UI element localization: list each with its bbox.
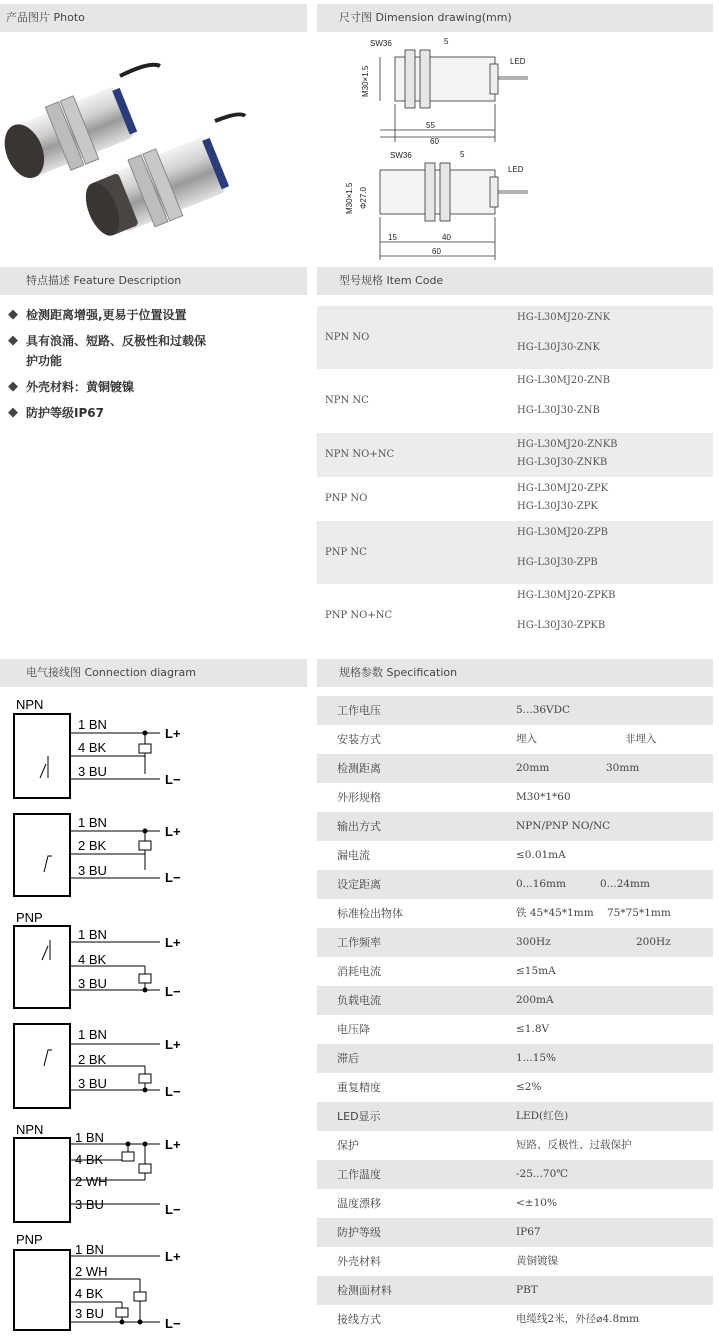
conn-3-lminus: L− [165,984,181,999]
spec-row [317,725,713,754]
spec-row [317,957,713,986]
spec-row [317,1131,713,1160]
conn-npn-label: NPN [16,697,44,712]
spec-value-2: 200Hz [636,936,671,948]
spec-row [317,783,713,812]
dim-led-bottom: LED [508,165,524,174]
spec-value: 200mA [516,994,554,1006]
spec-value: -25...70℃ [516,1168,569,1180]
spec-row [317,1189,713,1218]
spec-value: ≤15mA [516,965,556,977]
dim-sw-bottom: SW36 [390,151,412,160]
spec-key: 滞后 [337,1052,359,1065]
spec-key: 检测距离 [337,762,381,775]
conn-4-bu: 3 BU [78,1076,107,1091]
spec-value: 5...36VDC [516,704,571,716]
spec-value: 1...15% [516,1052,557,1064]
dim-55: 55 [426,121,435,130]
dim-diameter: Φ27.0 [359,187,368,209]
feature-header: 特点描述 Feature Description [0,267,307,295]
item-code-row: PNP NC HG-L30MJ20-ZPB HG-L30J30-ZPB [317,521,713,584]
conn-pnp-label-2: PNP [16,1232,43,1247]
spec-key: 重复精度 [337,1081,381,1094]
conn-2-bk: 2 BK [78,838,107,853]
conn-5-lminus: L− [165,1202,181,1217]
spec-key: 工作温度 [337,1168,381,1181]
conn-3-bu: 3 BU [78,976,107,991]
spec-row [317,1102,713,1131]
spec-value: LED(红色) [516,1110,569,1122]
conn-2-bn: 1 BN [78,815,107,830]
spec-value: M30*1*60 [516,791,571,803]
spec-key: 漏电流 [337,849,370,862]
specification-header: 规格参数 Specification [317,659,713,687]
conn-5-lplus: L+ [165,1137,181,1152]
dimension-header: 尺寸图 Dimension drawing(mm) [317,4,713,32]
spec-value: <±10% [516,1197,557,1209]
conn-4-bk: 2 BK [78,1052,107,1067]
dim-60: 60 [430,137,439,146]
conn-4-lminus: L− [165,1084,181,1099]
feature-item: ◆ 防护等级IP67 [8,405,104,420]
conn-6-wh: 2 WH [75,1264,108,1279]
dim-60-bottom: 60 [432,247,441,256]
spec-key: LED显示 [337,1110,381,1123]
item-code-row: PNP NO HG-L30MJ20-ZPK HG-L30J30-ZPK [325,483,609,512]
spec-key: 标准检出物体 [337,907,403,920]
spec-row [317,1276,713,1305]
feature-item: ◆ 具有浪涌、短路、反极性和过载保护功能 [8,333,207,368]
spec-row [317,1044,713,1073]
spec-value: 黄铜镀镍 [516,1255,558,1267]
spec-key: 外壳材料 [337,1255,381,1268]
conn-4-lplus: L+ [165,1037,181,1052]
conn-6-bu: 3 BU [75,1306,104,1321]
conn-5-bu: 3 BU [75,1197,104,1212]
spec-key: 检测面材料 [337,1284,392,1297]
spec-key: 外形规格 [337,791,381,804]
spec-row [317,1073,713,1102]
spec-value: 埋入 [516,733,537,745]
conn-3-bk: 4 BK [78,952,107,967]
conn-npn-label-2: NPN [16,1122,44,1137]
dim-sw-top: SW36 [370,39,392,48]
spec-value: ≤0.01mA [516,849,566,861]
spec-row [317,870,713,899]
conn-1-bk: 4 BK [78,740,107,755]
spec-row [317,841,713,870]
dim-led-top: LED [510,57,526,66]
spec-value-2: 75*75*1mm [607,907,671,919]
spec-value: IP67 [516,1226,541,1238]
spec-key: 安装方式 [337,733,381,746]
conn-2-lplus: L+ [165,824,181,839]
conn-6-lplus: L+ [165,1249,181,1264]
item-code-header: 型号规格 Item Code [317,267,713,295]
conn-5-bn: 1 BN [75,1130,104,1145]
conn-pnp-label: PNP [16,910,43,925]
spec-key: 温度漂移 [337,1197,381,1210]
spec-row [317,928,713,957]
specification-table [317,696,713,1334]
spec-value: 0...16mm [516,878,566,890]
spec-row [317,1305,713,1334]
conn-2-bu: 3 BU [78,863,107,878]
connection-header: 电气接线图 Connection diagram [0,659,307,687]
dim-five-top: 5 [444,37,449,46]
spec-row [317,1218,713,1247]
spec-value: 300Hz [516,936,551,948]
spec-key: 消耗电流 [337,965,381,978]
spec-key: 接线方式 [337,1313,381,1326]
spec-value-2: 0...24mm [600,878,650,890]
connection-diagram [0,694,200,1334]
conn-5-wh: 2 WH [75,1174,108,1189]
conn-1-lminus: L− [165,772,181,787]
item-code-row: PNP NO+NC HG-L30MJ20-ZPKB HG-L30J30-ZPKB [325,590,616,631]
spec-key: 工作频率 [337,936,381,949]
conn-1-lplus: L+ [165,726,181,741]
spec-key: 设定距离 [337,878,381,891]
dim-40: 40 [442,233,451,242]
spec-value: 短路、反极性、过载保护 [516,1139,632,1151]
item-code-table [317,306,713,648]
conn-3-bn: 1 BN [78,927,107,942]
feature-item: ◆ 外壳材料：黄铜镀镍 [8,379,135,394]
dim-15: 15 [388,233,397,242]
spec-value: PBT [516,1284,538,1296]
spec-row [317,1247,713,1276]
spec-row [317,986,713,1015]
item-code-row: NPN NC HG-L30MJ20-ZNB HG-L30J30-ZNB [325,375,611,416]
spec-row [317,754,713,783]
product-photo [0,36,300,256]
conn-6-lminus: L− [165,1316,181,1331]
spec-row [317,1015,713,1044]
spec-value-2: 30mm [606,762,640,774]
dim-thread-top: M30×1.5 [361,65,370,97]
spec-row [317,812,713,841]
spec-key: 保护 [337,1139,359,1152]
conn-4-bn: 1 BN [78,1027,107,1042]
conn-5-bk: 4 BK [75,1152,104,1167]
spec-key: 电压降 [337,1023,370,1036]
conn-1-bn: 1 BN [78,717,107,732]
feature-item: ◆ 检测距离增强,更易于位置设置 [8,307,187,322]
conn-1-bu: 3 BU [78,764,107,779]
spec-key: 输出方式 [337,820,381,833]
spec-key: 工作电压 [337,704,381,717]
conn-6-bn: 1 BN [75,1242,104,1257]
spec-value: 20mm [516,762,550,774]
spec-row [317,1160,713,1189]
conn-6-bk: 4 BK [75,1286,104,1301]
dimension-drawing [340,32,560,262]
photo-header: 产品图片 Photo [0,4,307,32]
spec-value: ≤1.8V [516,1023,550,1035]
conn-3-lplus: L+ [165,935,181,950]
spec-value-2: 非埋入 [625,733,657,745]
spec-value: NPN/PNP NO/NC [516,820,611,832]
spec-value: 铁 45*45*1mm [516,907,594,919]
spec-value: ≤2% [516,1081,542,1093]
spec-value: 电缆线2米，外径⌀4.8mm [516,1313,640,1325]
dim-five-bottom: 5 [460,150,465,159]
spec-row [317,696,713,725]
dim-thread-bottom: M30×1.5 [345,182,354,214]
feature-list [8,305,308,429]
item-code-row: NPN NO HG-L30MJ20-ZNK HG-L30J30-ZNK [317,306,713,369]
spec-key: 防护等级 [337,1226,381,1239]
spec-key: 负载电流 [337,994,381,1007]
spec-row [317,899,713,928]
conn-2-lminus: L− [165,870,181,885]
item-code-row: NPN NO+NC HG-L30MJ20-ZNKB HG-L30J30-ZNKB [317,433,713,477]
